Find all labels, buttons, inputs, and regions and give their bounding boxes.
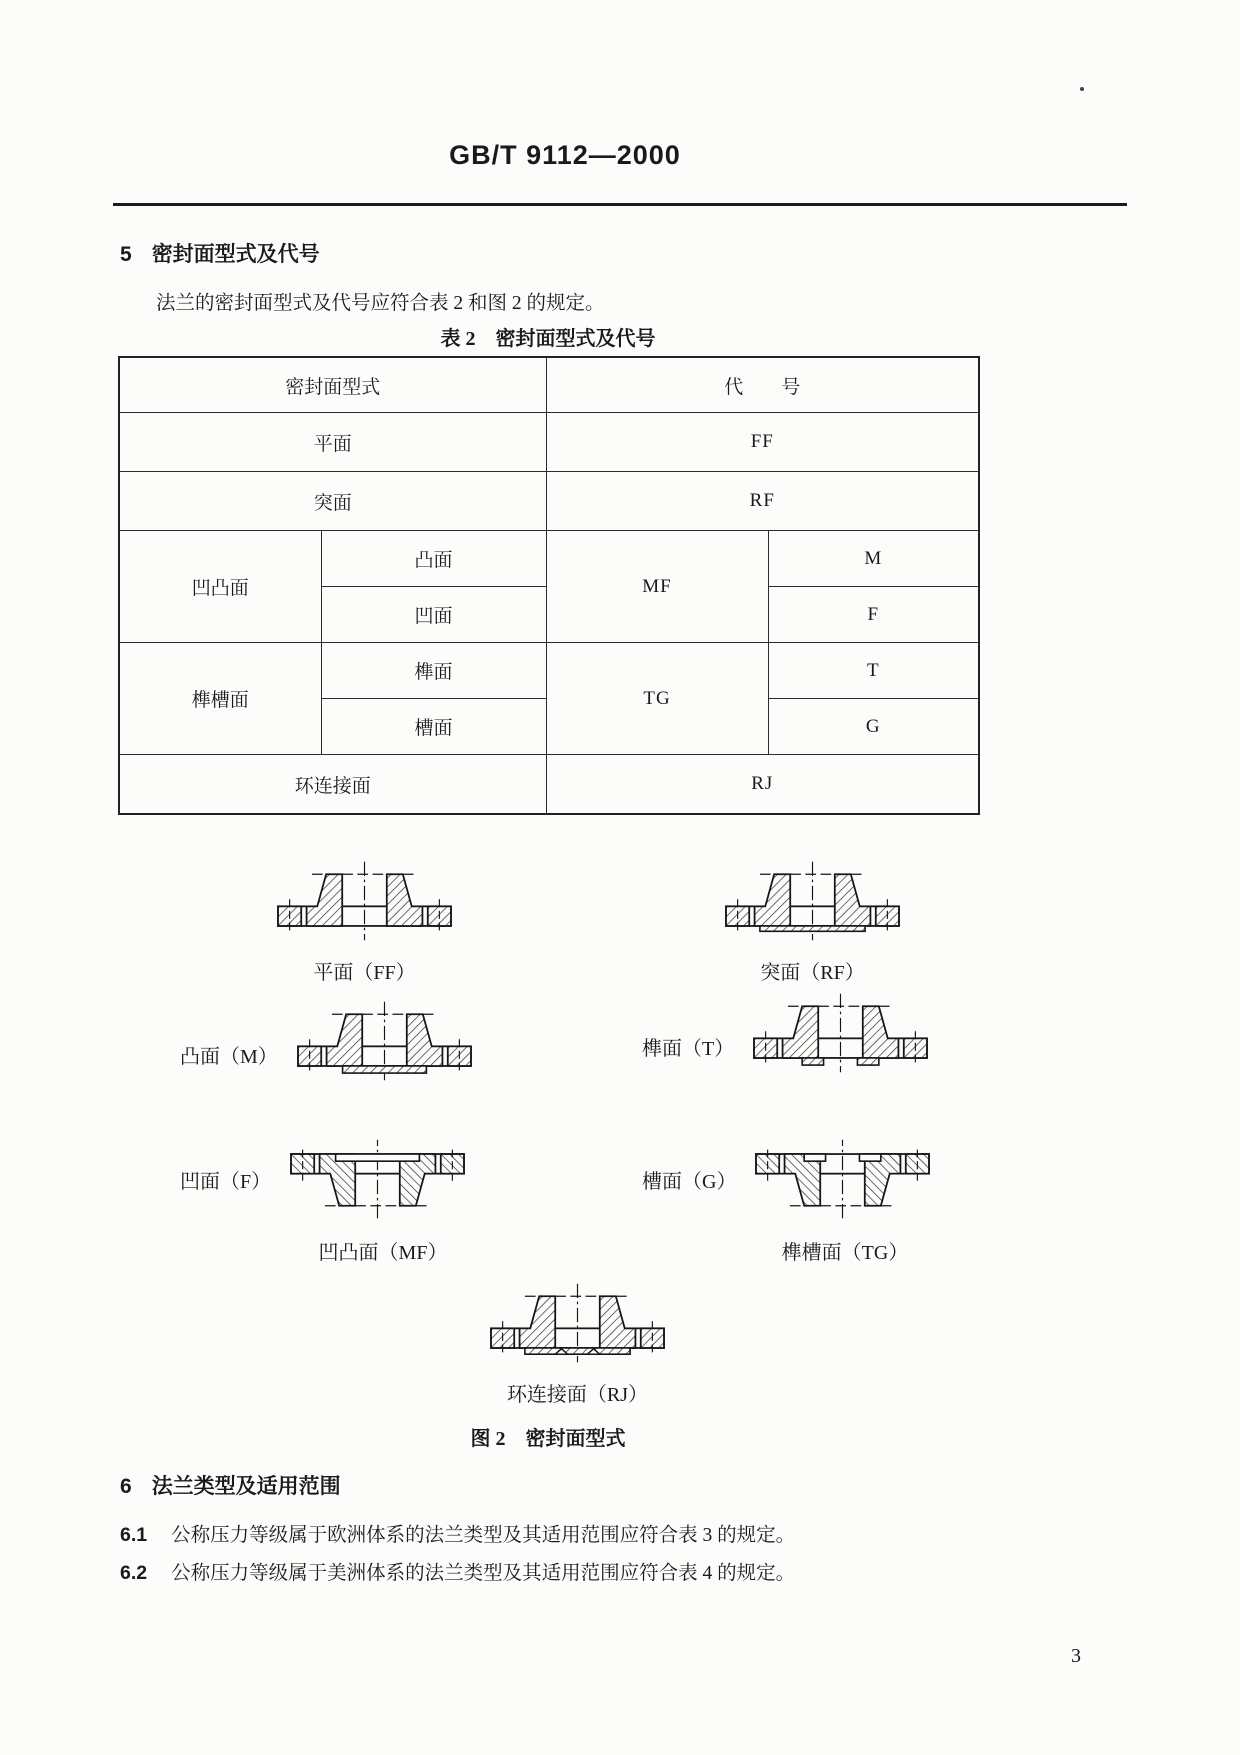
cell-code-m: M [768,531,979,587]
clause-6-1 [120,1519,795,1547]
cell-code-tg: TG [546,643,768,755]
section-5-number: 5 [120,243,132,266]
figure-g-tg [642,1138,940,1265]
cell-sub-groove: 槽面 [321,699,546,755]
cell-code-mf: MF [546,531,768,643]
col-header-type: 密封面型式 [119,357,546,413]
figure-f-label: 凹面（F） [180,1170,272,1193]
cell-type-raised: 突面 [119,472,546,531]
clause-6-2 [120,1557,795,1585]
figure-t-label: 榫面（T） [642,1037,735,1060]
cell-type-flat: 平面 [119,413,546,472]
table-2 [118,356,980,815]
header-rule [113,203,1127,206]
figure-t [642,992,933,1074]
figure-2 [0,850,1240,1406]
clause-6-1-number: 6.1 [120,1524,148,1546]
figure-rj [485,1282,670,1407]
figure-mf-caption: 凹凸面（MF） [318,1242,448,1264]
cell-code-ring: RJ [546,755,979,815]
cell-group-mf: 凹凸面 [119,531,321,643]
flange-rf-drawing [720,860,905,942]
section-5-title: 密封面型式及代号 [151,242,320,266]
section-5-heading [120,238,320,268]
table-row-flat [119,413,979,472]
flange-m-drawing [292,1000,477,1082]
cell-code-raised: RF [546,472,979,531]
figure-2-caption: 图 2 密封面型式 [470,1428,626,1450]
table-row-raised [119,472,979,531]
scan-artifact-dot [1080,87,1084,91]
figure-m-label: 凸面（M） [180,1045,278,1068]
section-6-number: 6 [120,1475,132,1498]
cell-code-g: G [768,699,979,755]
section-6-heading [120,1470,341,1500]
flange-rj-drawing [485,1282,670,1364]
flange-g-drawing [750,1138,935,1220]
flange-f-drawing [285,1138,470,1220]
figure-rj-label: 环连接面（RJ） [506,1384,649,1406]
flange-t-drawing [748,992,933,1074]
table-row-ring [119,755,979,815]
figure-m [180,1000,477,1082]
clause-6-2-number: 6.2 [120,1562,148,1584]
cell-code-flat: FF [546,413,979,472]
table-row-header [119,357,979,413]
section-6-title: 法兰类型及适用范围 [151,1474,341,1498]
cell-type-ring: 环连接面 [119,755,546,815]
figure-tg-caption: 榫槽面（TG） [781,1242,909,1264]
figure-rf-label: 突面（RF） [760,962,865,984]
figure-f-mf [180,1138,478,1265]
section-5-paragraph: 法兰的密封面型式及代号应符合表 2 和图 2 的规定。 [156,293,605,314]
figure-g-label: 槽面（G） [642,1170,737,1193]
cell-sub-tongue: 榫面 [321,643,546,699]
clause-6-1-text: 公称压力等级属于欧洲体系的法兰类型及其适用范围应符合表 3 的规定。 [171,1525,796,1546]
table-row-tg-tongue [119,643,979,699]
col-header-code: 代 号 [546,357,979,413]
flange-ff-drawing [272,860,457,942]
cell-code-t: T [768,643,979,699]
clause-6-2-text: 公称压力等级属于美洲体系的法兰类型及其适用范围应符合表 4 的规定。 [171,1563,796,1584]
cell-sub-female: 凹面 [321,587,546,643]
figure-rf [720,860,905,985]
figure-ff [272,860,457,985]
cell-group-tg: 榫槽面 [119,643,321,755]
table-row-mf-male [119,531,979,587]
cell-code-f: F [768,587,979,643]
table-2-caption: 表 2 密封面型式及代号 [440,328,656,350]
page-number: 3 [1071,1645,1081,1667]
doc-code: GB/T 9112—2000 [449,140,681,170]
figure-ff-label: 平面（FF） [313,962,416,984]
cell-sub-male: 凸面 [321,531,546,587]
